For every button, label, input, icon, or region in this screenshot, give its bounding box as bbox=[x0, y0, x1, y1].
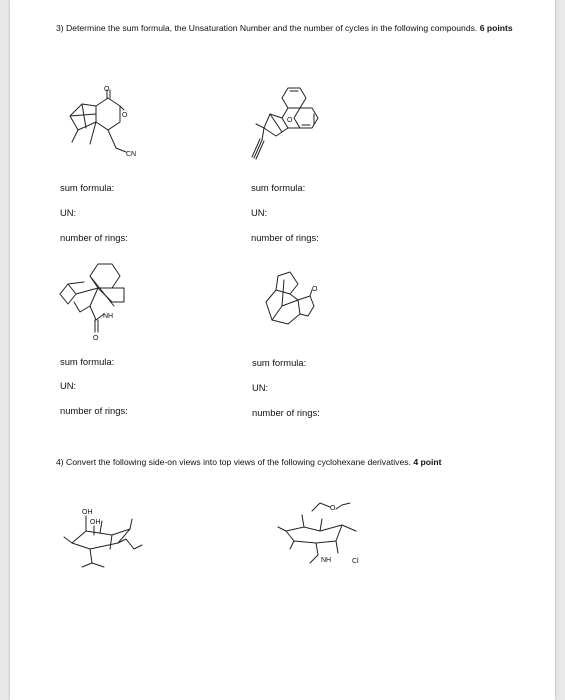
question-4-text: 4) Convert the following side-on views into top views of the following cyclohexane derivatives. bbox=[56, 457, 411, 467]
compound-1-rings-label: number of rings: bbox=[60, 232, 128, 243]
compound-2-rings-label: number of rings: bbox=[251, 232, 319, 243]
cyclohexane-2-chlorine: Cl bbox=[352, 558, 359, 565]
compound-1-ring-o: O bbox=[122, 112, 128, 119]
compound-3-rings-label: number of rings: bbox=[60, 405, 128, 416]
compound-1-structure bbox=[60, 84, 160, 174]
cyclohexane-1-side-view bbox=[60, 505, 170, 575]
compound-3-structure bbox=[54, 262, 154, 352]
compound-2-un-label: UN: bbox=[251, 207, 268, 218]
compound-2-structure bbox=[246, 84, 346, 174]
compound-4-un-label: UN: bbox=[252, 382, 269, 393]
question-3-text: 3) Determine the sum formula, the Unsaturation Number and the number of cycles in the following compounds. bbox=[56, 23, 478, 33]
cyclohexane-2-side-view bbox=[276, 497, 386, 577]
compound-3-un-label: UN: bbox=[60, 380, 77, 391]
compound-4-rings-label: number of rings: bbox=[252, 407, 320, 418]
question-3-heading bbox=[56, 22, 536, 35]
compound-1-un-label: UN: bbox=[60, 207, 77, 218]
compound-1-sum-formula-label: sum formula: bbox=[60, 182, 115, 193]
compound-4-ring-o: O bbox=[312, 286, 318, 293]
question-3-points: 6 points bbox=[479, 23, 513, 33]
cyclohexane-2-amine: NH bbox=[321, 557, 332, 564]
compound-3-amine: NH bbox=[103, 313, 114, 320]
compound-3-sum-formula-label: sum formula: bbox=[60, 356, 115, 367]
compound-4-sum-formula-label: sum formula: bbox=[252, 357, 307, 368]
cyclohexane-1-oh-top: OH bbox=[82, 509, 93, 516]
worksheet-page bbox=[10, 0, 555, 700]
compound-2-ring-o: O bbox=[287, 117, 293, 124]
question-4-heading bbox=[56, 456, 536, 469]
compound-3-carbonyl-o: O bbox=[93, 335, 99, 342]
compound-2-sum-formula-label: sum formula: bbox=[251, 182, 306, 193]
cyclohexane-2-o: O bbox=[330, 505, 336, 512]
compound-1-ketone-o: O bbox=[104, 86, 110, 93]
compound-4-structure bbox=[256, 266, 356, 346]
compound-1-nitrile: CN bbox=[126, 151, 137, 158]
cyclohexane-1-oh-second: OH bbox=[90, 519, 101, 526]
question-4-points: 4 point bbox=[413, 457, 442, 467]
